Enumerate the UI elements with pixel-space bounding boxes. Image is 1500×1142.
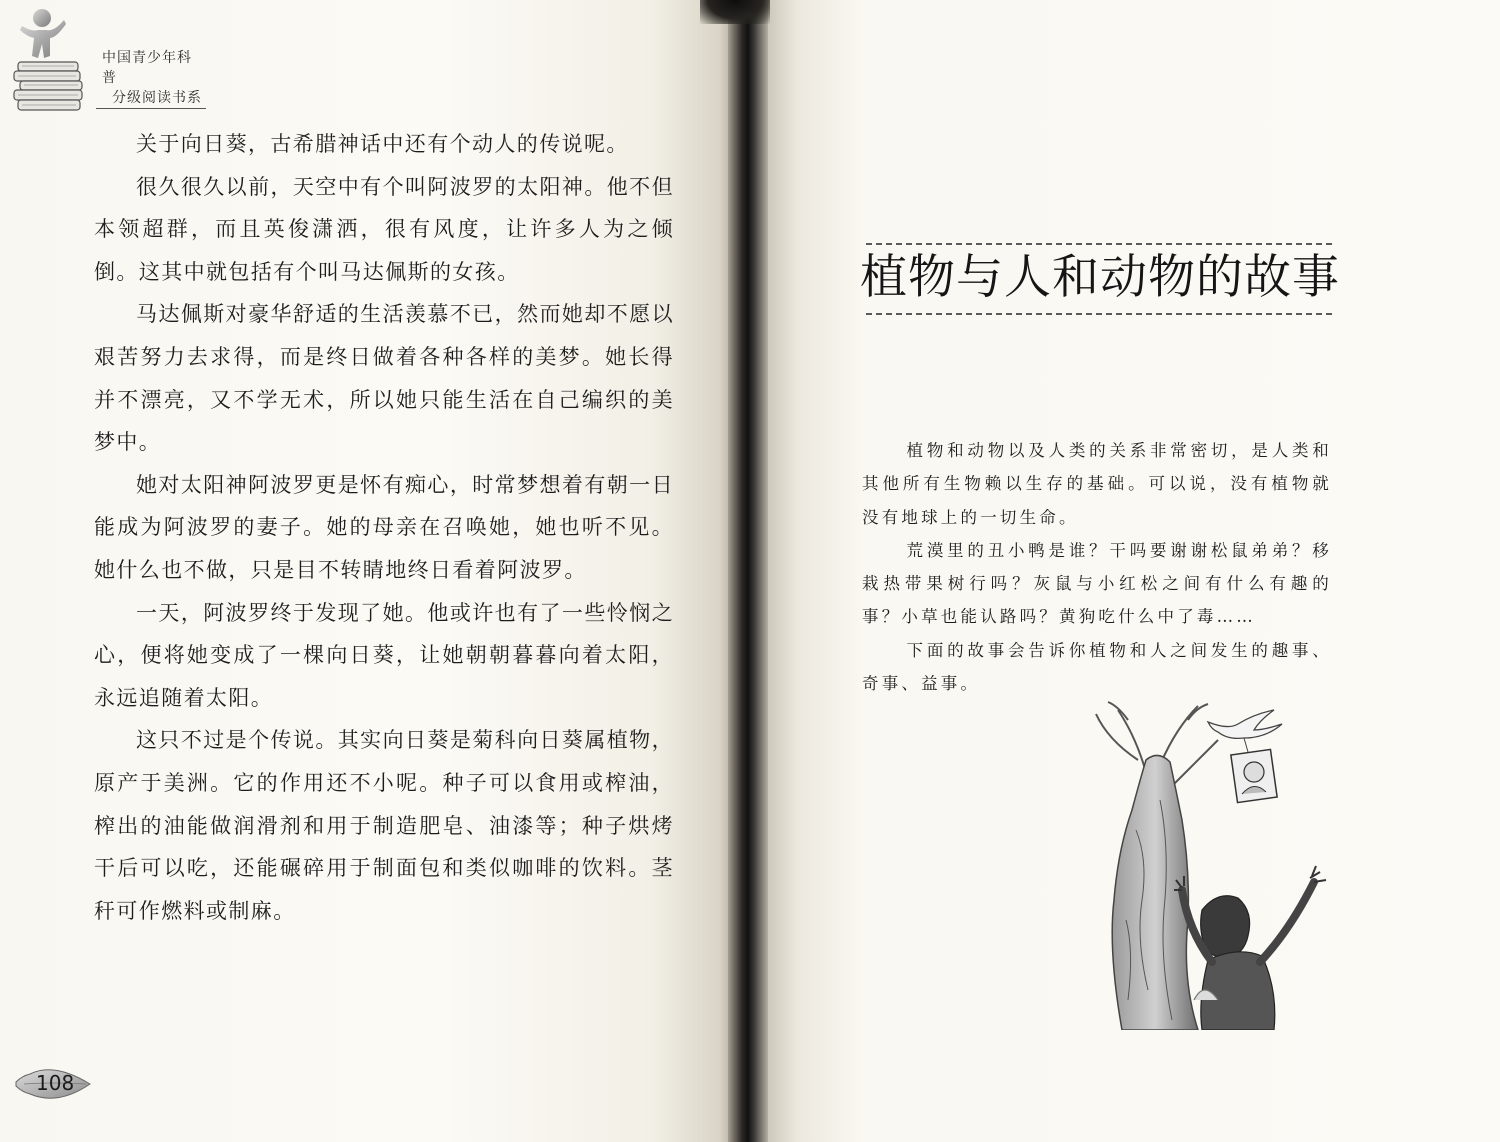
paragraph: 植物和动物以及人类的关系非常密切，是人类和其他所有生物赖以生存的基础。可以说，没有植物就没有地球上的一切生命。	[862, 441, 1332, 527]
left-page-body	[94, 123, 674, 932]
chapter-title-top-rule	[866, 243, 1332, 245]
chapter-intro	[862, 434, 1332, 700]
paragraph: 荒漠里的丑小鸭是谁？干吗要谢谢松鼠弟弟？移栽热带果树行吗？灰鼠与小红松之间有什么有趣的事？小草也能认路吗？黄狗吃什么中了毒……	[862, 540, 1332, 627]
paragraph: 马达佩斯对豪华舒适的生活羡慕不已，然而她却不愿以艰苦努力去求得，而是终日做着各种各样的美梦。她长得并不漂亮，又不学无术，所以她只能生活在自己编织的美梦中。	[94, 302, 674, 455]
paragraph: 一天，阿波罗终于发现了她。他或许也有了一些怜悯之心，便将她变成了一棵向日葵，让她朝朝暮暮向着太阳，永远追随着太阳。	[94, 600, 674, 710]
paragraph: 她对太阳神阿波罗更是怀有痴心，时常梦想着有朝一日能成为阿波罗的妻子。她的母亲在召唤她，她也听不见。她什么也不做，只是目不转睛地终日看着阿波罗。	[94, 472, 674, 582]
paragraph: 下面的故事会告诉你植物和人之间发生的趣事、奇事、益事。	[862, 640, 1332, 694]
book-spine	[728, 0, 768, 1142]
chapter-title: 植物与人和动物的故事	[860, 250, 1340, 305]
book-series-title	[96, 48, 206, 109]
paragraph: 关于向日葵，古希腊神话中还有个动人的传说呢。	[136, 132, 629, 156]
series-title-line-2: 分级阅读书系	[96, 88, 206, 109]
paragraph: 这只不过是个传说。其实向日葵是菊科向日葵属植物，原产于美洲。它的作用还不小呢。种子可以食用或榨油，榨出的油能做润滑剂和用于制造肥皂、油漆等；种子烘烤干后可以吃，还能碾碎用于制面包和类似咖啡的饮料。茎秆可作燃料或制麻。	[94, 728, 674, 923]
page-number: 108	[36, 1071, 75, 1095]
chapter-title-bottom-rule	[866, 313, 1332, 315]
child-tree-bird-illustration	[1078, 700, 1340, 1030]
paragraph: 很久很久以前，天空中有个叫阿波罗的太阳神。他不但本领超群，而且英俊潇洒，很有风度，让许多人为之倾倒。这其中就包括有个叫马达佩斯的女孩。	[94, 174, 674, 284]
book-spine-shadow	[700, 0, 770, 24]
figure-on-book-stack-icon	[10, 4, 90, 114]
series-title-line-1: 中国青少年科普	[102, 50, 192, 86]
